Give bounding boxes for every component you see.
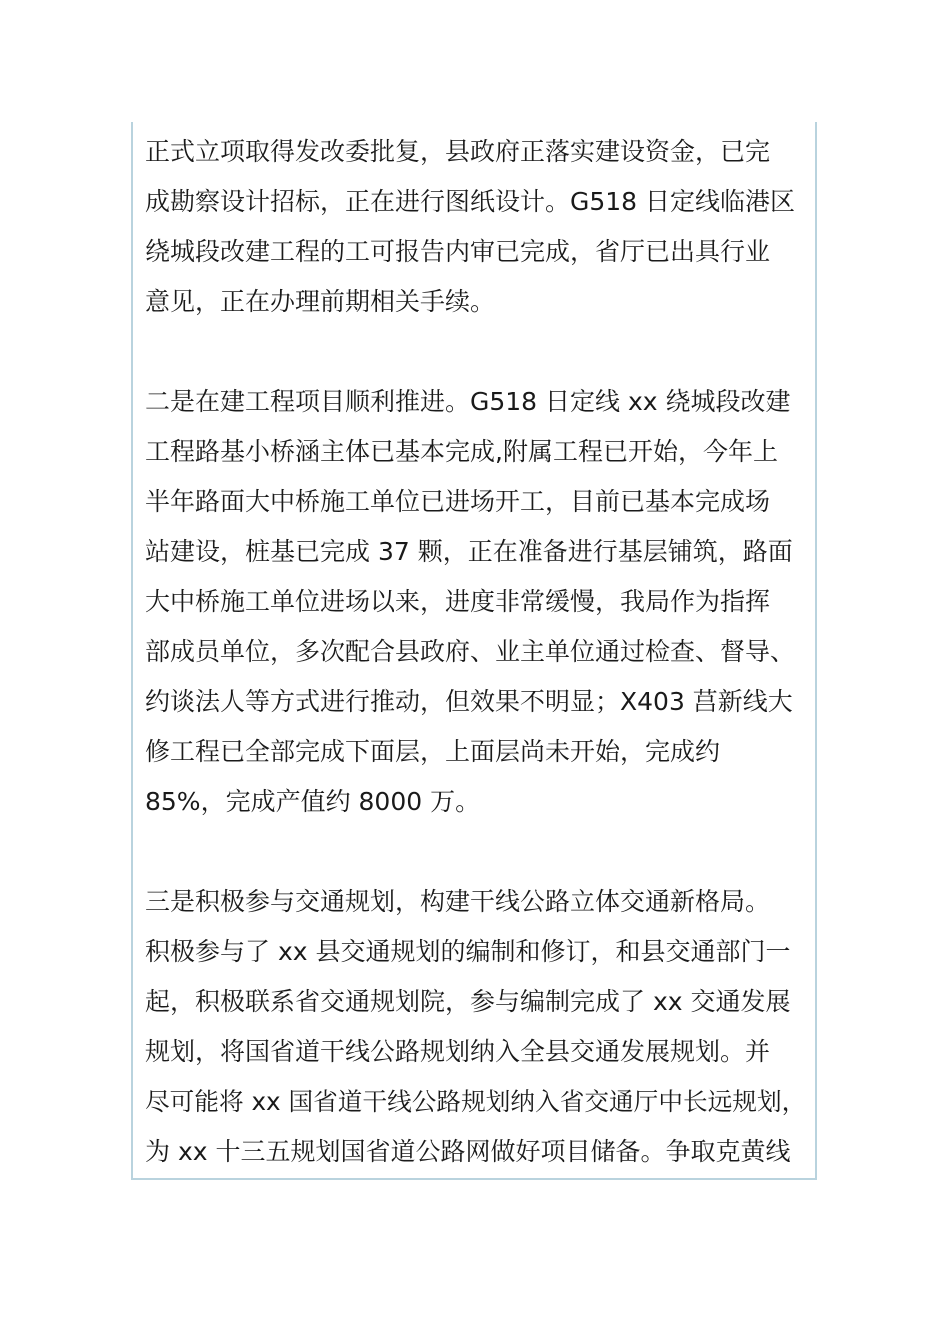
text-line: 85%，完成产值约 8000 万。 bbox=[145, 787, 481, 816]
text-line: 站建设，桩基已完成 37 颗，正在准备进行基层铺筑，路面 bbox=[145, 537, 793, 566]
text-line: 工程路基小桥涵主体已基本完成,附属工程已开始，今年上 bbox=[145, 437, 778, 466]
text-line: 半年路面大中桥施工单位已进场开工，目前已基本完成场 bbox=[145, 487, 771, 516]
text-line: 约谈法人等方式进行推动，但效果不明显；X403 莒新线大 bbox=[145, 687, 793, 716]
text-line: 意见，正在办理前期相关手续。 bbox=[145, 287, 496, 316]
text-line: 积极参与了 xx 县交通规划的编制和修订，和县交通部门一 bbox=[145, 937, 791, 966]
text-line: 绕城段改建工程的工可报告内审已完成，省厅已出具行业 bbox=[145, 237, 771, 266]
text-line: 为 xx 十三五规划国省道公路网做好项目储备。争取克黄线 bbox=[145, 1137, 791, 1166]
text-line: 正式立项取得发改委批复，县政府正落实建设资金，已完 bbox=[145, 137, 771, 166]
paragraph-1 bbox=[145, 127, 815, 327]
text-line: 大中桥施工单位进场以来，进度非常缓慢，我局作为指挥 bbox=[145, 587, 771, 616]
paragraph-gap bbox=[145, 827, 815, 877]
paragraph-2 bbox=[145, 377, 815, 827]
text-line: 起，积极联系省交通规划院，参与编制完成了 xx 交通发展 bbox=[145, 987, 791, 1016]
text-line: 成勘察设计招标，正在进行图纸设计。G518 日定线临港区 bbox=[145, 187, 796, 216]
text-line: 规划，将国省道干线公路规划纳入全县交通发展规划。并 bbox=[145, 1037, 771, 1066]
text-line: 三是积极参与交通规划，构建干线公路立体交通新格局。 bbox=[145, 887, 771, 916]
text-line: 部成员单位，多次配合县政府、业主单位通过检查、督导、 bbox=[145, 637, 796, 666]
text-line: 二是在建工程项目顺利推进。G518 日定线 xx 绕城段改建 bbox=[145, 387, 791, 416]
paragraph-3 bbox=[145, 877, 815, 1177]
paragraph-gap bbox=[145, 327, 815, 377]
text-line: 修工程已全部完成下面层，上面层尚未开始，完成约 bbox=[145, 737, 721, 766]
document-body bbox=[145, 127, 815, 1177]
text-line: 尽可能将 xx 国省道干线公路规划纳入省交通厅中长远规划， bbox=[145, 1087, 807, 1116]
